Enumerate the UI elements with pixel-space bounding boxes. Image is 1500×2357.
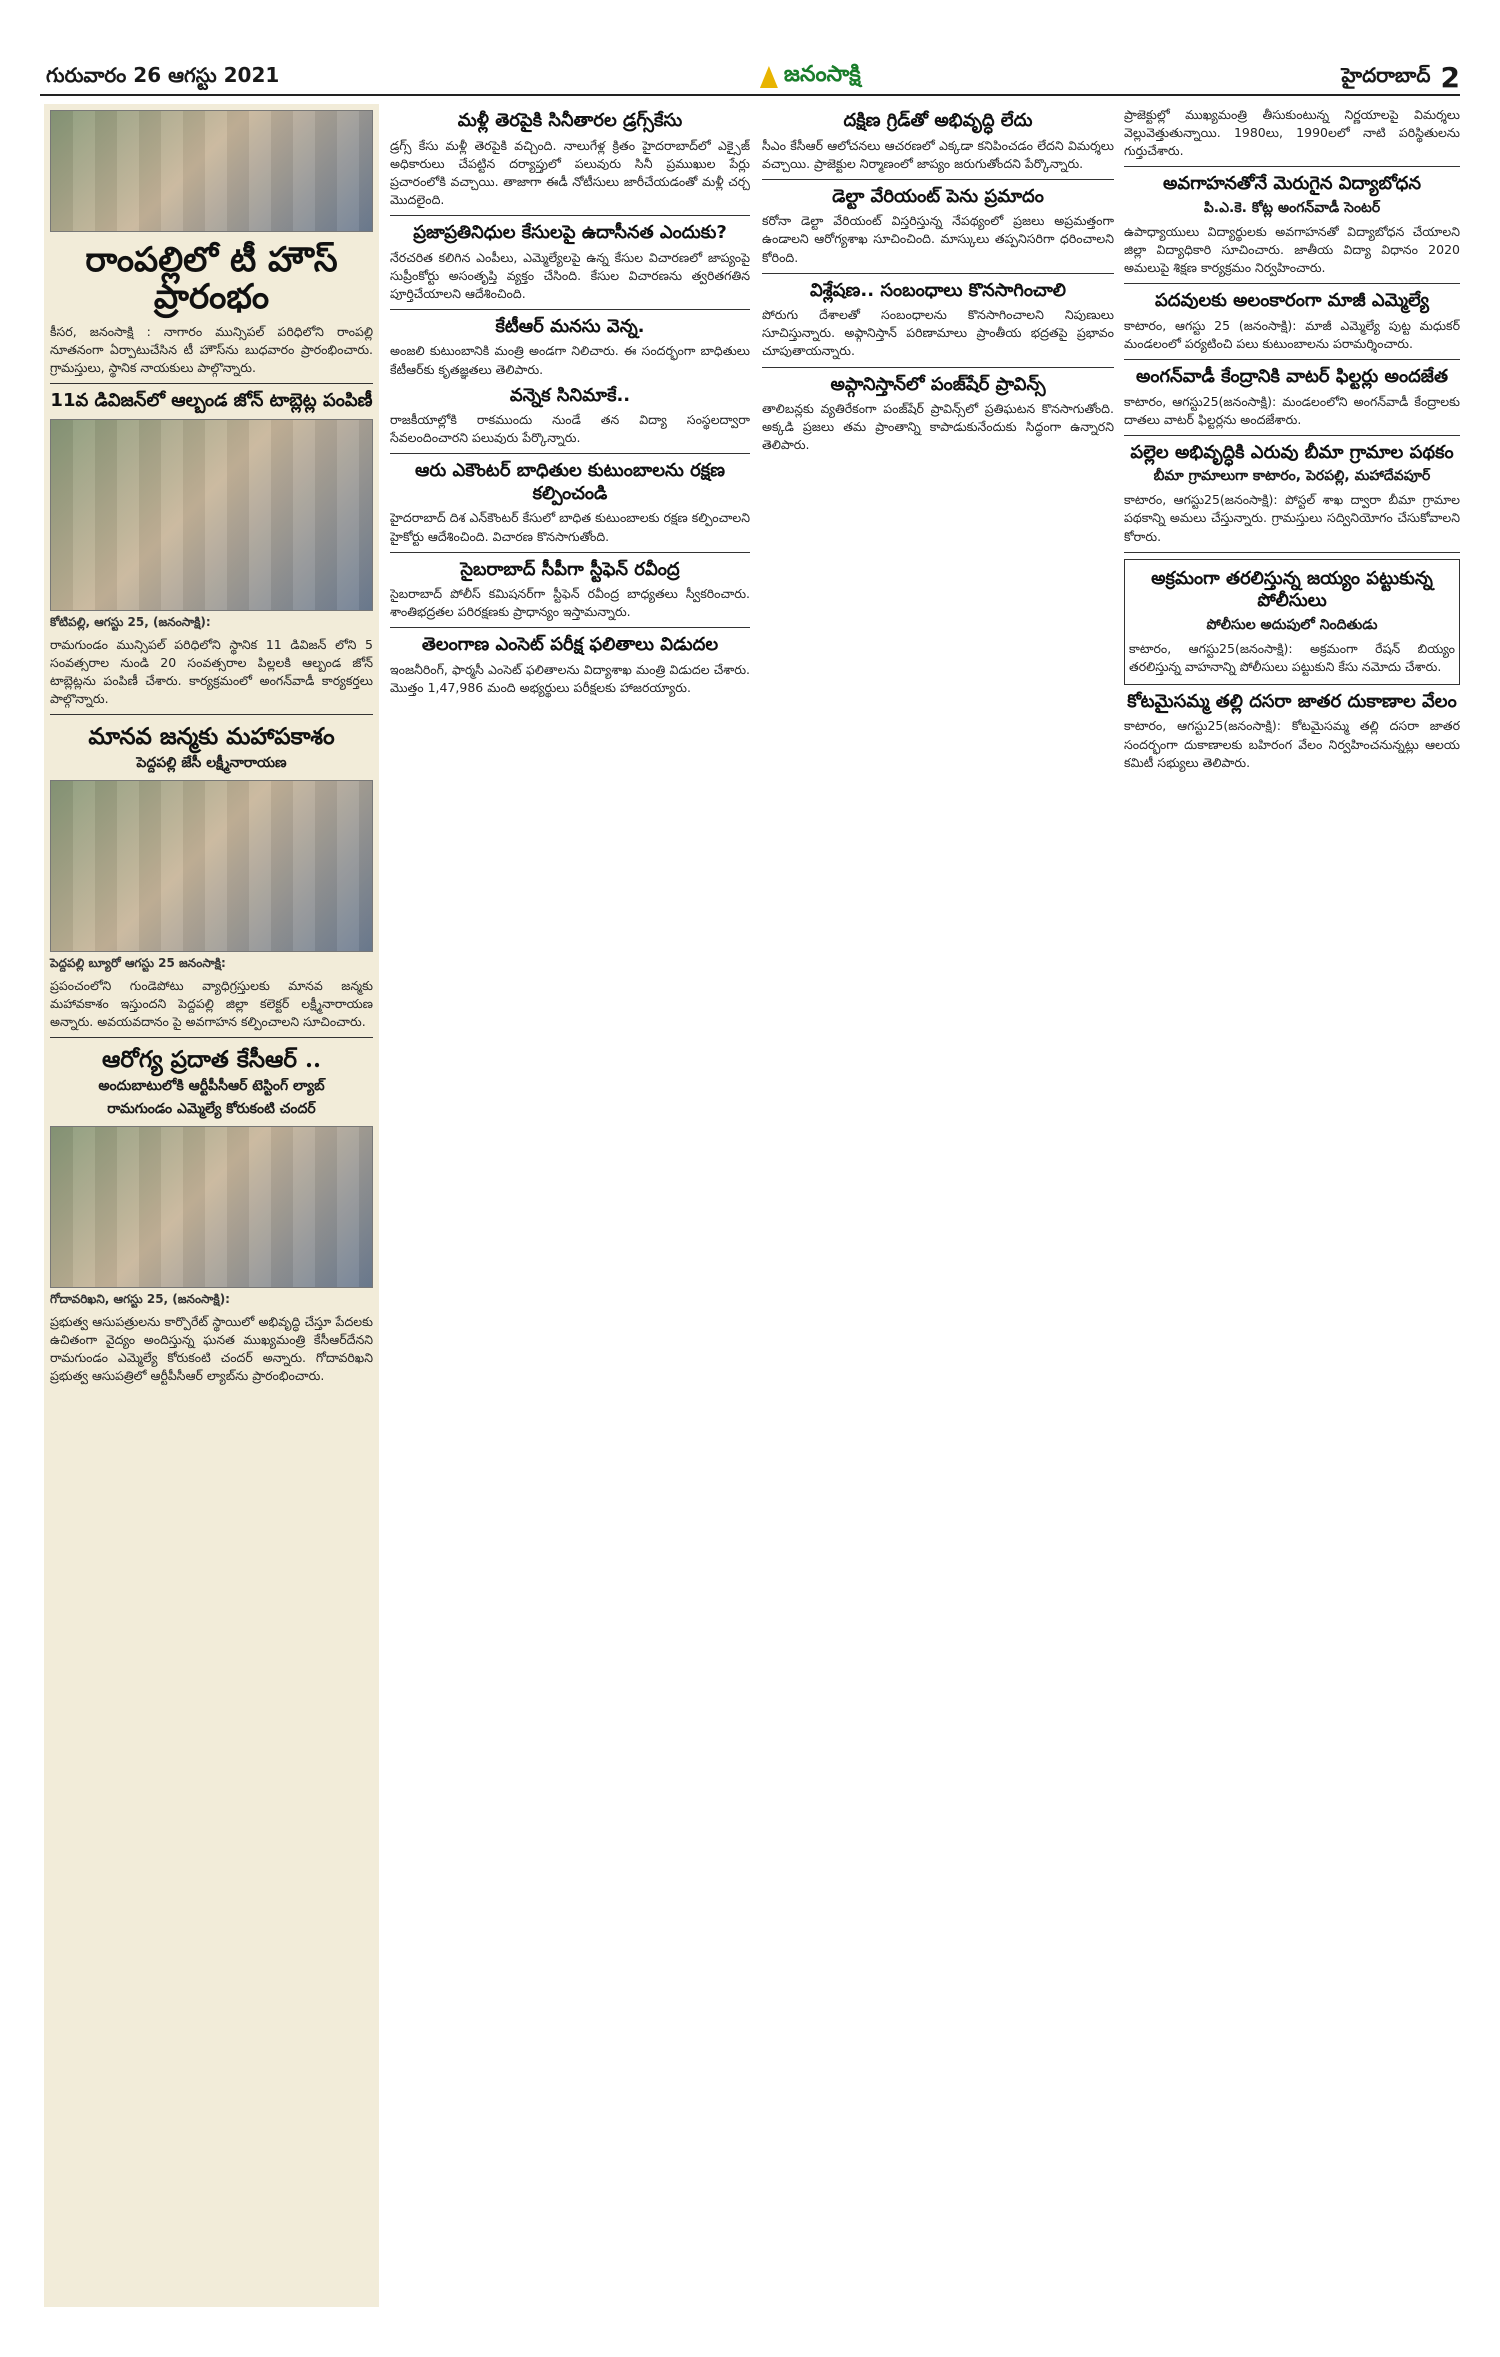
headline-drugs-case: మళ్లీ తెరపైకి సినీతారల డ్రగ్స్‌కేసు bbox=[457, 110, 683, 131]
article-illegal-rice: కాటారం, ఆగస్టు25(జనంసాక్షి): అక్రమంగా రేషన్ బియ్యం తరలిస్తున్న వాహనాన్ని పోలీసులు పట్టుకుని కేసు నమోదు చేశారు. bbox=[1129, 640, 1455, 674]
divider bbox=[1124, 166, 1460, 167]
edition-city: హైదరాబాద్ bbox=[1341, 62, 1431, 87]
middle-column bbox=[390, 104, 750, 2307]
issue-date: గురువారం 26 ఆగస్టు 2021 bbox=[46, 62, 280, 87]
divider bbox=[762, 273, 1114, 274]
divider bbox=[390, 215, 750, 216]
article-albendazole: రామగుండం మున్సిపల్ పరిధిలోని స్థానిక 11 డివిజన్ లోని 5 సంవత్సరాల నుండి 20 సంవత్సరాల పిల్లలకి ఆల్బండ జోన్ టాబ్లెట్లను పంపిణీ చేశారు. కార్యక్రమంలో అంగన్‌వాడీ కార్యకర్తలు పాల్గొన్నారు. bbox=[50, 636, 373, 707]
subhead-illegal-rice: పోలీసుల అదుపులో నిందితుడు bbox=[1206, 616, 1378, 633]
article-southern-grid: సీఎం కేసీఆర్ ఆలోచనలు ఆచరణలో ఎక్కడా కనిపించడం లేదని విమర్శలు వచ్చాయి. ప్రాజెక్టుల నిర్మాణంలో జాప్యం జరుగుతోందని పేర్కొన్నారు. bbox=[762, 137, 1114, 171]
headline-mp-cases: ప్రజాప్రతినిధుల కేసులపై ఉదాసీనత ఎందుకు? bbox=[413, 222, 727, 243]
divider bbox=[50, 714, 373, 715]
masthead bbox=[40, 60, 1460, 96]
brand-logo bbox=[760, 62, 861, 92]
article-ktr: అంజలి కుటుంబానికి మంత్రి అండగా నిలిచారు. ఈ సందర్భంగా బాధితులు కేటీఆర్‌కు కృతజ్ఞతలు తెలిపారు. bbox=[390, 343, 750, 377]
article-eamcet: ఇంజనీరింగ్, ఫార్మసీ ఎంసెట్ ఫలితాలను విద్యాశాఖ మంత్రి విడుదల చేశారు. మొత్తం 1,47,986 మంది అభ్యర్థులు పరీక్షలకు హాజరయ్యారు. bbox=[390, 661, 750, 695]
article-delta-variant: కరోనా డెల్టా వేరియంట్ విస్తరిస్తున్న నేపథ్యంలో ప్రజలు అప్రమత్తంగా ఉండాలని ఆరోగ్యశాఖ సూచించింది. మాస్కులు తప్పనిసరిగా ధరించాలని కోరింది. bbox=[762, 213, 1114, 265]
article-cinema: రాజకీయాల్లోకి రాకముందు నుండే తన విద్యా సంస్థలద్వారా సేవలందించారని పలువురు పేర్కొన్నారు. bbox=[390, 412, 750, 446]
subhead-mla: రామగుండం ఎమ్మెల్యే కోరుకంటి చందర్ bbox=[107, 1100, 316, 1117]
brand-name: జనంసాక్షి bbox=[783, 62, 861, 87]
headline-education: అవగాహనతోనే మెరుగైన విద్యాబోధన bbox=[1163, 173, 1421, 195]
divider bbox=[390, 309, 750, 310]
article-mp-cases: నేరచరిత కలిగిన ఎంపీలు, ఎమ్మెల్యేలపై ఉన్న కేసుల విచారణలో జాప్యంపై సుప్రీంకోర్టు అసంతృప్తి వ్యక్తం చేసింది. కేసుల విచారణను త్వరితగతిన పూర్తిచేయాలని ఆదేశించింది. bbox=[390, 249, 750, 301]
article-cyberabad-cp: సైబరాబాద్ పోలీస్ కమిషనర్‌గా స్టీఫెన్ రవీంద్ర బాధ్యతలు స్వీకరించారు. శాంతిభద్రతల పరిరక్షణకు ప్రాధాన్యం ఇస్తామన్నారు. bbox=[390, 586, 750, 620]
brand-logo-icon bbox=[760, 66, 778, 88]
divider bbox=[1124, 435, 1460, 436]
article-tea-house: కీసర, జనంసాక్షి : నాగారం మున్సిపల్ పరిధిలోని రాంపల్లి నూతనంగా ఏర్పాటుచేసిన టీ హౌస్‌ను బుధవారం ప్రారంభించారు. గ్రామస్తులు, స్థానిక నాయకులు పాల్గొన్నారు. bbox=[50, 323, 373, 376]
article-drugs-case: డ్రగ్స్ కేసు మళ్లీ తెరపైకి వచ్చింది. నాలుగేళ్ల క్రితం హైదరాబాద్‌లో ఎక్సైజ్ అధికారులు చేపట్టిన దర్యాప్తులో పలువురు సినీ ప్రముఖుల పేర్లు ప్రచారంలోకి వచ్చాయి. తాజాగా ఈడీ నోటీసులు జారీచేయడంతో మళ్లీ చర్చ మొదలైంది. bbox=[390, 137, 750, 207]
headline-tea-house: రాంపల్లిలో టీ హౌస్ ప్రారంభం bbox=[85, 240, 338, 318]
headline-water-filters: అంగన్‌వాడీ కేంద్రానికి వాటర్ ఫిల్టర్లు అందజేత bbox=[1136, 366, 1448, 387]
tea-house-photo bbox=[50, 110, 373, 232]
divider bbox=[50, 1037, 373, 1038]
divider bbox=[1124, 283, 1460, 284]
photo-caption: గోదావరిఖని, ఆగస్టు 25, (జనంసాక్షి): bbox=[50, 1291, 230, 1306]
page-number: 2 bbox=[1440, 60, 1460, 94]
divider bbox=[390, 627, 750, 628]
boxed-story bbox=[1124, 559, 1460, 685]
headline-illegal-rice: అక్రమంగా తరలిస్తున్న జయ్యం పట్టుకున్న పోలీసులు bbox=[1151, 567, 1433, 612]
masthead-right bbox=[1341, 61, 1460, 94]
photo-caption: పెద్దపల్లి బ్యూరో ఆగస్టు 25 జనంసాక్షి: bbox=[50, 955, 226, 970]
headline-cinema: వన్నెక సినిమాకే.. bbox=[509, 384, 631, 406]
headline-albendazole: 11వ డివిజన్‌లో ఆల్బండ జోన్ టాబ్లెట్ల పంపిణీ bbox=[50, 390, 373, 412]
subhead-rtpcr: అందుబాటులోకి ఆర్టీపీసీఆర్ టెస్టింగ్ ల్యాబ్ bbox=[98, 1077, 325, 1094]
left-column bbox=[44, 104, 379, 2307]
article-analysis: పోరుగు దేశాలతో సంబంధాలను కొనసాగించాలని నిపుణులు సూచిస్తున్నారు. అఫ్గానిస్తాన్ పరిణామాలు ప్రాంతీయ భద్రతపై ప్రభావం చూపుతాయన్నారు. bbox=[762, 307, 1114, 359]
article-dasara-auction: కాటారం, ఆగస్టు25(జనంసాక్షి): కోటమైసమ్మ తల్లి దసరా జాతర సందర్భంగా దుకాణాలకు బహిరంగ వేలం నిర్వహించనున్నట్లు ఆలయ కమిటీ సభ్యులు తెలిపారు. bbox=[1124, 718, 1460, 770]
headline-bima-villages: పల్లెల అభివృద్ధికి ఎరువు బీమా గ్రామాల పథకం bbox=[1130, 441, 1454, 463]
subhead-bima-villages: బీమా గ్రామాలుగా కాటారం, పెరపల్లి, మహాదేవపూర్ bbox=[1153, 468, 1431, 485]
article-encounter: హైదరాబాద్ దిశ ఎన్‌కౌంటర్ కేసులో బాధిత కుటుంబాలకు రక్షణ కల్పించాలని హైకోర్టు ఆదేశించింది. విచారణ కొనసాగుతోంది. bbox=[390, 510, 750, 544]
albendazole-photo bbox=[50, 419, 373, 611]
article-water-filters: కాటారం, ఆగస్టు25(జనంసాక్షి): మండలంలోని అంగన్‌వాడీ కేంద్రాలకు దాతలు వాటర్ ఫిల్టర్లను అందజేశారు. bbox=[1124, 393, 1460, 427]
headline-cyberabad-cp: సైబరాబాద్ సీపీగా స్టీఫెన్ రవీంద్ర bbox=[460, 558, 680, 580]
middle-column-2 bbox=[762, 104, 1114, 2307]
divider bbox=[762, 367, 1114, 368]
subhead-education: పి.ఎ.కె. కోట్ల అంగన్‌వాడీ సెంటర్ bbox=[1203, 199, 1381, 216]
divider bbox=[390, 552, 750, 553]
photo-caption: కోటిపల్లి, ఆగస్టు 25, (జనంసాక్షి): bbox=[50, 614, 211, 629]
article-former-mla: కాటారం, ఆగస్టు 25 (జనంసాక్షి): మాజీ ఎమ్మెల్యే పుట్ట మధుకర్ మండలంలో పర్యటించి పలు కుటుంబాలను పరామర్శించారు. bbox=[1124, 317, 1460, 351]
headline-delta-variant: డెల్టా వేరియంట్ పెను ప్రమాదం bbox=[832, 185, 1044, 207]
article-continued: ప్రాజెక్టుల్లో ముఖ్యమంత్రి తీసుకుంటున్న నిర్ణయాలపై విమర్శలు వెల్లువెత్తుతున్నాయి. 1980లు, 1990లలో నాటి పరిస్థితులను గుర్తుచేశారు. bbox=[1124, 107, 1460, 159]
headline-panjshir: అప్గానిస్తాన్‌లో పంజ్‌షేర్ ప్రావిన్స్ bbox=[830, 373, 1046, 395]
rtpcr-lab-photo bbox=[50, 1126, 373, 1288]
subhead-organ-donation: పెద్దపల్లి జేసీ లక్ష్మీనారాయణ bbox=[136, 754, 287, 771]
headline-organ-donation: మానవ జన్మకు మహాపకాశం bbox=[88, 723, 335, 751]
headline-dasara-auction: కోటమైసమ్మ తల్లి దసరా జాతర దుకాణాల వేలం bbox=[1127, 690, 1457, 712]
headline-encounter: ఆరు ఎకౌంటర్ బాధితుల కుటుంబాలను రక్షణ కల్పించండి bbox=[414, 460, 726, 504]
headline-kcr-health: ఆరోగ్య ప్రదాత కేసీఆర్ .. bbox=[102, 1046, 321, 1074]
article-education: ఉపాధ్యాయులు విద్యార్థులకు అవగాహనతో విద్యాబోధన చేయాలని జిల్లా విద్యాధికారి సూచించారు. జాతీయ విద్యా విధానం 2020 అమలుపై శిక్షణ కార్యక్రమం నిర్వహించారు. bbox=[1124, 223, 1460, 276]
divider bbox=[50, 383, 373, 384]
headline-eamcet: తెలంగాణ ఎంసెట్ పరీక్ష ఫలితాలు విడుదల bbox=[421, 634, 719, 656]
article-rtpcr: ప్రభుత్వ ఆసుపత్రులను కార్పొరేట్ స్థాయిలో అభివృద్ధి చేస్తూ పేదలకు ఉచితంగా వైద్యం అందిస్తున్న ఘనత ముఖ్యమంత్రి కేసీఆర్‌దేనని రామగుండం ఎమ్మెల్యే కోరుకంటి చందర్ అన్నారు. గోదావరిఖని ప్రభుత్వ ఆసుపత్రిలో ఆర్టీపీసీఆర్ ల్యాబ్‌ను ప్రారంభించారు. bbox=[50, 1313, 373, 1384]
organ-donation-photo bbox=[50, 780, 373, 952]
divider bbox=[390, 453, 750, 454]
headline-southern-grid: దక్షిణ గ్రిడ్‌తో అభివృద్ధి లేదు bbox=[843, 110, 1033, 131]
headline-analysis: విశ్లేషణ.. సంబంధాలు కొనసాగించాలి bbox=[809, 279, 1066, 301]
article-panjshir: తాలిబన్లకు వ్యతిరేకంగా పంజ్‌షేర్ ప్రావిన్స్‌లో ప్రతిఘటన కొనసాగుతోంది. అక్కడి ప్రజలు తమ ప్రాంతాన్ని కాపాడుకునేందుకు సిద్ధంగా ఉన్నారని తెలిపారు. bbox=[762, 401, 1114, 453]
article-organ-donation: ప్రపంచంలోని గుండెపోటు వ్యాధిగ్రస్తులకు మానవ జన్మకు మహావకాశం ఇస్తుందని పెద్దపల్లి జిల్లా కలెక్టర్ లక్ష్మీనారాయణ అన్నారు. అవయవదానం పై అవగాహన కల్పించాలని సూచించారు. bbox=[50, 977, 373, 1029]
headline-former-mla: పదవులకు అలంకారంగా మాజీ ఎమ్మెల్యే bbox=[1155, 290, 1429, 312]
right-column bbox=[1124, 104, 1460, 2307]
divider bbox=[1124, 552, 1460, 553]
headline-ktr: కేటీఆర్ మనసు వెన్న. bbox=[495, 315, 645, 337]
divider bbox=[1124, 359, 1460, 360]
article-bima-villages: కాటారం, ఆగస్టు25(జనంసాక్షి): పోస్టల్ శాఖ ద్వారా బీమా గ్రామాల పథకాన్ని అమలు చేస్తున్నారు. గ్రామస్తులు సద్వినియోగం చేసుకోవాలని కోరారు. bbox=[1124, 492, 1460, 544]
divider bbox=[762, 179, 1114, 180]
